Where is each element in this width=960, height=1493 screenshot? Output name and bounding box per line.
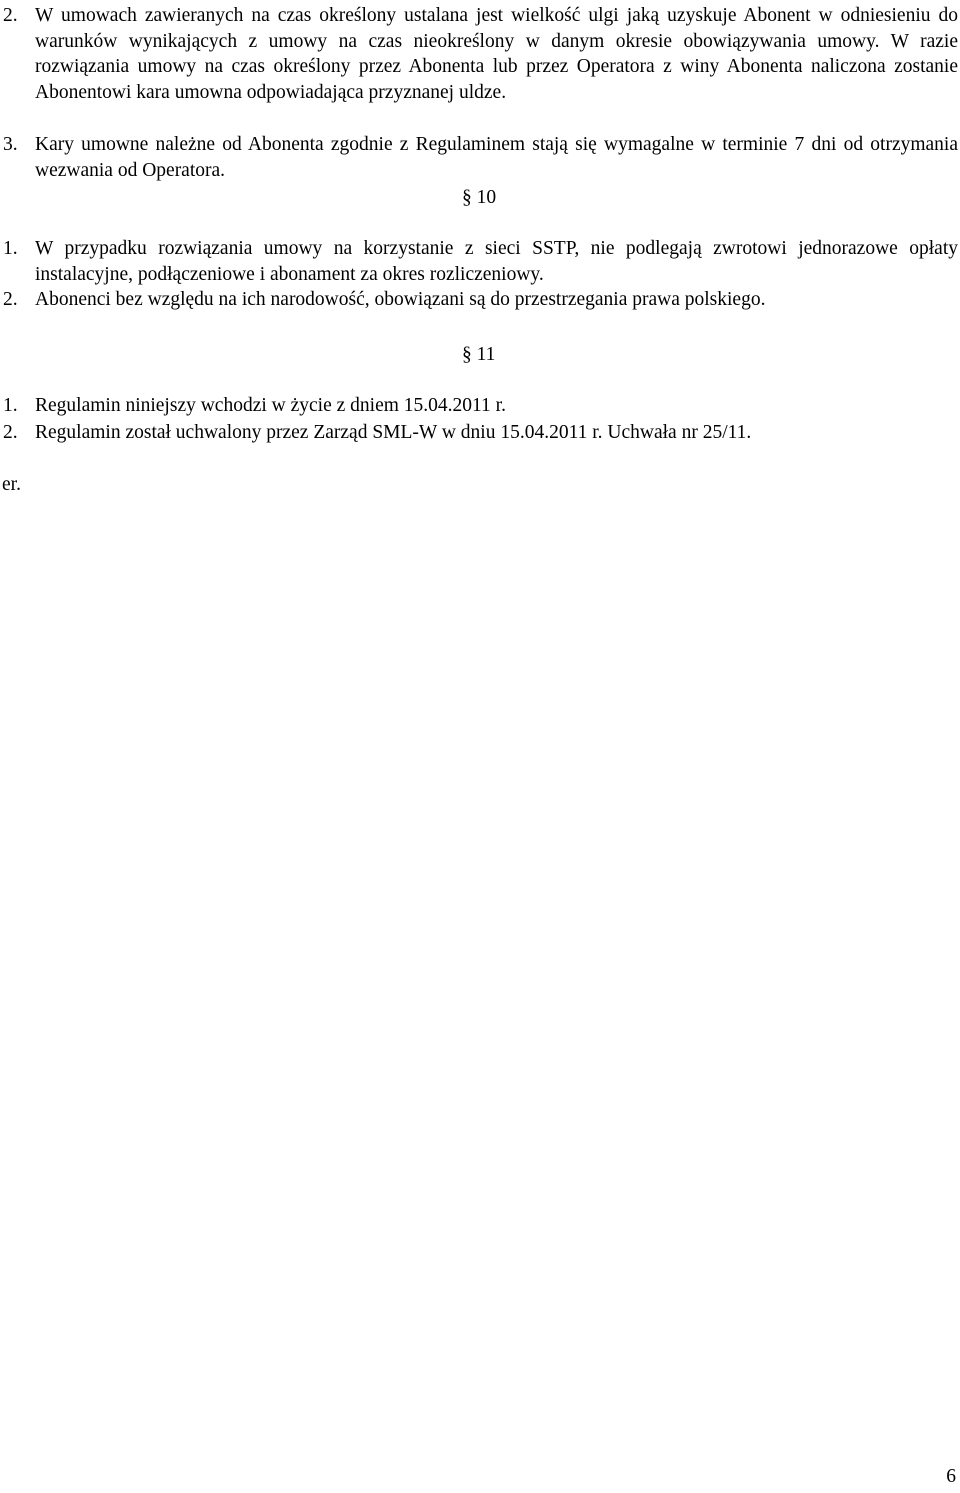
list-item-number: 2. xyxy=(3,5,18,26)
list-item-number: 3. xyxy=(3,134,18,155)
list-item-2 xyxy=(0,420,958,446)
list-item-1 xyxy=(0,236,958,287)
list-item-number: 2. xyxy=(3,422,18,443)
list-item-3 xyxy=(0,132,958,183)
list-item-1 xyxy=(0,393,958,419)
list-item-number: 1. xyxy=(3,238,18,259)
trailing-text-fragment: er. xyxy=(2,474,21,495)
list-item-number: 2. xyxy=(3,289,18,310)
page-number: 6 xyxy=(946,1466,956,1487)
list-item-text: Regulamin niniejszy wchodzi w życie z dniem 15.04.2011 r. xyxy=(35,395,506,416)
list-item-number: 1. xyxy=(3,395,18,416)
list-item-text: W umowach zawieranych na czas określony ustalana jest wielkość ulgi jaką uzyskuje Abonent w odniesieniu do warunków wynikających z umowy na czas nieokreślony w danym okresie obowiązywania umowy. W razie rozwiązania umowy na czas określony przez Abonenta lub przez Operatora z winy Abonenta naliczona zostanie Abonentowi kara umowna odpowiadająca przyznanej uldze. xyxy=(35,5,958,103)
list-item-text: W przypadku rozwiązania umowy na korzystanie z sieci SSTP, nie podlegają zwrotowi jednorazowe opłaty instalacyjne, podłączeniowe i abonament za okres rozliczeniowy. xyxy=(35,238,958,285)
section-heading-11: § 11 xyxy=(462,344,496,365)
list-item-2 xyxy=(0,287,958,313)
list-item-text: Abonenci bez względu na ich narodowość, obowiązani są do przestrzegania prawa polskiego. xyxy=(35,289,766,310)
list-item-2 xyxy=(0,3,958,105)
list-item-text: Kary umowne należne od Abonenta zgodnie z Regulaminem stają się wymagalne w terminie 7 dni od otrzymania wezwania od Operatora. xyxy=(35,134,958,181)
section-heading-10: § 10 xyxy=(462,187,497,208)
list-item-text: Regulamin został uchwalony przez Zarząd SML-W w dniu 15.04.2011 r. Uchwała nr 25/11. xyxy=(35,422,752,443)
